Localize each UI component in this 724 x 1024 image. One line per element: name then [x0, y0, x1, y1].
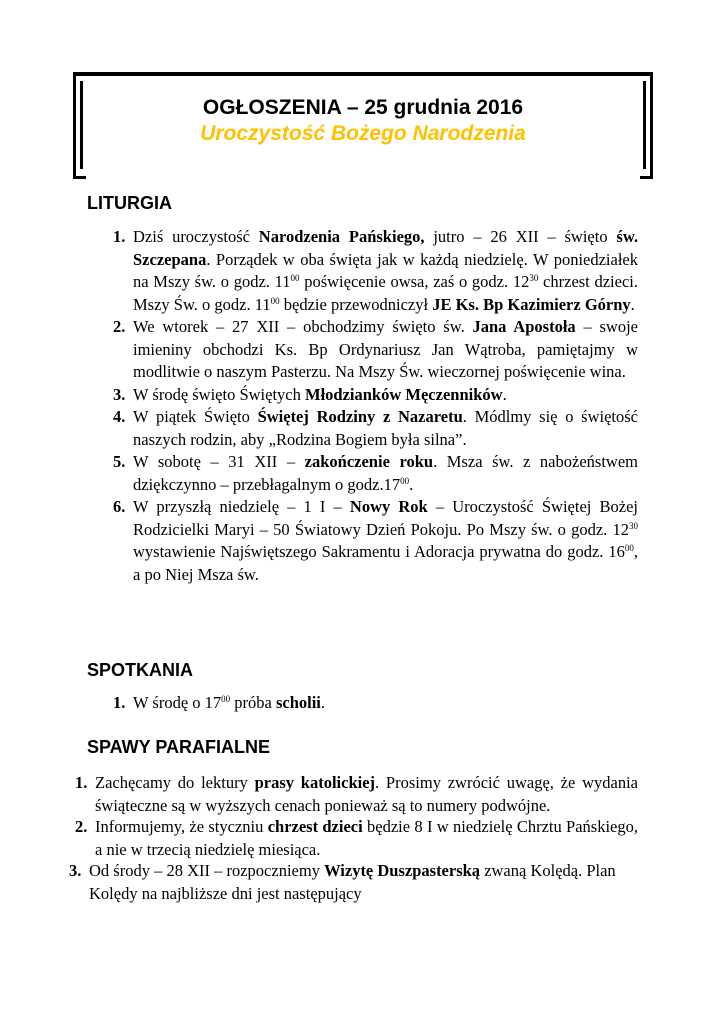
sprawy-item-2 — [75, 816, 638, 861]
sprawy-item-1 — [75, 772, 638, 817]
list-item: 1. Dziś uroczystość Narodzenia Pańskiego, jutro – 26 XII – święto św. Szczepana. Porządek w oba święta jak w każdą niedzielę. W poniedziałek na Mszy św. o godz. $11^{00}$ poświęcenie owsa, zaś o godz. $12^{30}$ chrzest dzieci. Mszy Św. o godz. $11^{00}$ będzie przewodniczył JE Ks. Bp Kazimierz Górny. — [113, 227, 638, 314]
sprawy-item-3 — [69, 860, 638, 905]
list-item: 3. Od środy – 28 XII – rozpoczniemy Wizytę Duszpasterską zwaną Kolędą. Plan Kolędy na najbliższe dni jest następujący — [69, 861, 616, 903]
header — [80, 95, 646, 147]
section-heading-sprawy: SPAWY PARAFIALNE — [87, 737, 271, 757]
list-item: 5. W sobotę – 31 XII – zakończenie roku. Msza św. z nabożeństwem dziękczynno – przebłagalnym o $godz.17^{00}$. — [113, 452, 638, 494]
list-item: 1. W środę o $17^{00}$ próba scholii. — [113, 693, 326, 712]
spotkania-list — [113, 692, 638, 715]
list-item: 2. Informujemy, że styczniu chrzest dzieci będzie 8 I w niedzielę Chrztu Pańskiego, a nie w trzecią niedzielę miesiąca. — [75, 817, 639, 859]
list-item: 3. W środę święto Świętych Młodzianków Męczenników. — [113, 384, 507, 404]
list-item: 6. W przyszłą niedzielę – 1 I – Nowy Rok – Uroczystość Świętej Bożej Rodzicielki Maryi – 50 Światowy Dzień Pokoju. Po Mszy św. o godz. $12^{30}$ wystawienie Najświętszego Sakramentu i Adoracja prywatna do godz. $16^{00}$, a po Niej Msza św. — [113, 497, 638, 584]
list-item: 4. W piątek Święto Świętej Rodziny z Nazaretu. Módlmy się o świętość naszych rodzin, aby „Rodzina Bogiem była silna”. — [113, 407, 638, 449]
section-heading-spotkania: SPOTKANIA — [87, 660, 194, 680]
list-item: 2. We wtorek – 27 XII – obchodzimy święto św. Jana Apostoła – swoje imieniny obchodzi Ks. Bp Ordynariusz Jan Wątroba, pamiętajmy w modlitwie o naszym Pasterzu. Na Mszy Św. wieczornej poświęcenie wina. — [113, 317, 638, 381]
page-title: OGŁOSZENIA – 25 grudnia 2016 — [202, 96, 524, 119]
page-subtitle: Uroczystość Bożego Narodzenia — [200, 122, 526, 145]
section-heading-liturgia: LITURGIA — [87, 193, 172, 213]
list-item: 1. Zachęcamy do lektury prasy katolickiej. Prosimy zwrócić uwagę, że wydania świąteczne są w wyższych cenach ponieważ są to numery podwójne. — [75, 773, 638, 815]
liturgia-list — [113, 226, 638, 586]
